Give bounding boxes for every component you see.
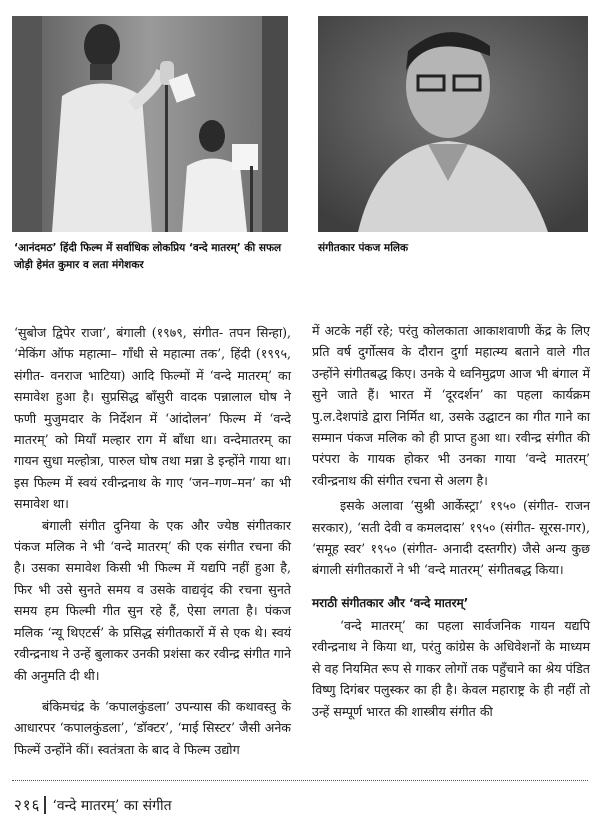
photo-hemant-lata-image bbox=[12, 16, 288, 232]
paragraph: इसके अलावा ‘सुश्री आर्केस्ट्रा’ १९५० (संगीत- राजन सरकार), ‘सती देवी व कमलदास’ १९५० (संगीत- सूरस-ागर), ‘समूह स्वर’ १९५० (संगीत- अनादी दस्तगीर) जैसे अन्य कुछ बंगाली संगीतकारों ने भी ‘वन्दे मातरम्’ संगीतबद्ध किया। bbox=[312, 498, 590, 578]
right-column bbox=[312, 320, 590, 722]
paragraph: बंगाली संगीत दुनिया के एक और ज्येष्ठ संगीतकार पंकज मलिक ने भी ‘वन्दे मातरम्’ की एक संगीत रचना की है। उसका समावेश किसी भी फिल्म में यद्यपि नहीं हुआ है, फिर भी उसे सुनते समय व उसके वाद्यवृंद की रचना सुनते समय हम फिल्मी गीत सुन रहे हैं, ऐसा लगता है। पंकज मलिक ‘न्यू थिएटर्स’ के प्रसिद्ध संगीतकारों में से एक थे। स्वयं रवीन्द्रनाथ ने उन्हें बुलाकर उनकी प्रशंसा कर रवीन्द्र संगीत गाने की अनुमति दी थी। bbox=[14, 517, 292, 683]
paragraph: ‘वन्दे मातरम्’ का पहला सार्वजनिक गायन यद्यपि रवीन्द्रनाथ ने किया था, परंतु कांग्रेस के अधिवेशनों के माध्यम से वह नियमित रूप से गाकर लोगों तक पहुँचाने का श्रेय पंडित विष्णु दिगंबर पलुस्कर का ही है। केवल महाराष्ट्र के ही नहीं तो उन्हें सम्पूर्ण भारत की शास्त्रीय संगीत की bbox=[312, 617, 590, 719]
footer-divider bbox=[12, 780, 588, 781]
caption-right: संगीतकार पंकज मलिक bbox=[318, 242, 409, 254]
photo-pankaj-mallick bbox=[318, 16, 588, 232]
paragraph: में अटके नहीं रहे; परंतु कोलकाता आकाशवाणी केंद्र के लिए प्रति वर्ष दुर्गोत्सव के दौरान दुर्गा महात्म्य बताने वाले गीत उन्होंने संगीतबद्ध किए। उनके ये ध्वनिमुद्रण आज भी बंगाल में सुने जाते हैं। भारत में ‘दूरदर्शन’ का पहला कार्यक्रम पु.ल.देशपांडे द्वारा निर्मित था, उसके उद्घाटन का गीत गाने का सम्मान पंकज मलिक को ही प्राप्त हुआ था। रवीन्द्र संगीत की परंपरा के गायक होकर भी उनका गाया ‘वन्दे मातरम्’ रवीन्द्रनाथ की संगीत रचना से अलग है। bbox=[312, 323, 590, 488]
footer-separator bbox=[44, 796, 46, 814]
paragraph-gap bbox=[14, 686, 291, 696]
section-heading: मराठी संगीतकार और ‘वन्दे मातरम्’ bbox=[312, 595, 469, 610]
footer bbox=[14, 795, 172, 815]
photo-pankaj-mallick-image bbox=[318, 16, 588, 232]
paragraph: बंकिमचंद्र के ‘कपालकुंडला’ उपन्यास की कथावस्तु के आधारपर ‘कपालकुंडला’, ‘डॉक्टर’, ‘माई सिस्टर’ जैसी अनेक फिल्में उन्होंने कीं। स्वतंत्रता के बाद वे फिल्म उद्योग bbox=[14, 698, 291, 757]
page-number: २१६ bbox=[14, 796, 41, 814]
running-title: ‘वन्दे मातरम्’ का संगीत bbox=[52, 797, 172, 814]
caption-left: ‘आनंदमठ’ हिंदी फिल्म में सर्वाधिक लोकप्रिय ‘वन्दे मातरम्’ की सफल जोड़ी हेमंत कुमार व लता मंगेशकर bbox=[14, 242, 282, 271]
photo-hemant-lata bbox=[12, 16, 288, 232]
left-column bbox=[14, 322, 291, 760]
paragraph: ‘सुबोज द्विपेर राजा’, बंगाली (१९७९, संगीत- तपन सिन्हा), ‘मेकिंग ऑफ महात्मा– गाँधी से महात्मा तक’, हिंदी (१९९५, संगीत- वनराज भाटिया) आदि फिल्मों में ‘वन्दे मातरम्’ का समावेश हुआ है। सुप्रसिद्ध बाँसुरी वादक पन्नालाल घोष ने फणी मुजुमदार के निर्देशन में ‘आंदोलन’ फिल्म में ‘वन्दे मातरम्’ को मियाँ मल्हार राग में बाँधा था। वन्देमातरम् का गायन सुधा मल्होत्रा, पारुल घोष तथा मन्ना डे इन्होंने गाया था। इस फिल्म में स्वयं रवीन्द्रनाथ के गाए ‘जन–गण–मन’ का भी समावेश था। bbox=[14, 325, 291, 512]
